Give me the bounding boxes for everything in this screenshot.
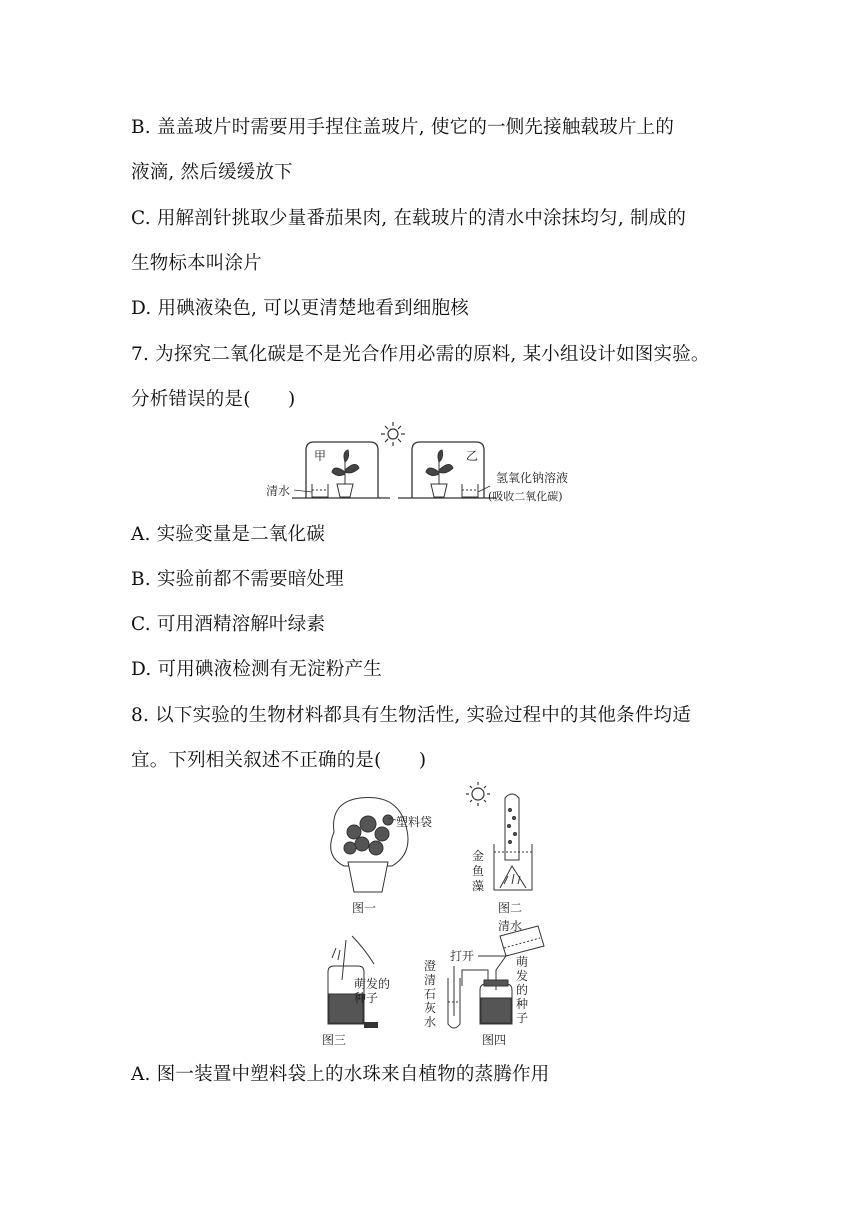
seed-bottle-funnel — [462, 956, 512, 1024]
plant-in-bag — [331, 797, 408, 892]
beaker-water — [312, 484, 328, 497]
label-open: 打开 — [450, 949, 475, 963]
q7-option-c: C. 可用酒精溶解叶绿素 — [131, 614, 326, 635]
sun-icon — [381, 422, 405, 446]
label-seeds4-1: 萌 — [516, 955, 529, 969]
beaker-naoh — [462, 484, 478, 497]
q6-option-d: D. 用碘液染色, 可以更清楚地看到细胞核 — [131, 298, 469, 319]
label-seeds3-2: 种子 — [354, 991, 379, 1005]
label-algae-2: 鱼 — [472, 864, 485, 878]
q7-option-b: B. 实验前都不需要暗处理 — [131, 569, 344, 590]
q8-experiment-figure — [312, 780, 552, 1050]
label-algae-3: 藻 — [472, 879, 485, 893]
label-limewater-4: 灰 — [424, 1001, 437, 1015]
q6-option-c-line2: 生物标本叫涂片 — [131, 253, 262, 274]
label-seeds3-1: 萌发的 — [354, 977, 391, 991]
q8-stem-line2: 宜。下列相关叙述不正确的是( ) — [131, 750, 427, 771]
plant-yi — [426, 450, 453, 497]
label-jia: 甲 — [314, 449, 327, 463]
label-seeds4-4: 种 — [516, 997, 529, 1011]
q7-option-a: A. 实验变量是二氧化碳 — [131, 524, 326, 545]
limewater-tube — [448, 966, 460, 1028]
q7-experiment-figure — [262, 420, 602, 515]
label-seeds4-5: 子 — [516, 1011, 529, 1025]
sun-icon — [466, 782, 490, 806]
q6-option-b-line2: 液滴, 然后缓缓放下 — [131, 162, 293, 183]
plant-jia — [332, 450, 359, 497]
label-limewater-3: 石 — [424, 987, 437, 1001]
q7-option-d: D. 可用碘液检测有无淀粉产生 — [131, 659, 382, 680]
q7-stem-line1: 7. 为探究二氧化碳是不是光合作用必需的原料, 某小组设计如图实验。 — [131, 344, 710, 365]
label-naoh: 氢氧化钠溶液 — [496, 471, 569, 485]
label-algae-1: 金 — [472, 849, 485, 863]
label-seeds4-3: 的 — [516, 983, 529, 997]
q7-stem-line2: 分析错误的是( ) — [131, 389, 296, 410]
label-fig2: 图二 — [498, 901, 523, 915]
label-limewater-1: 澄 — [424, 959, 437, 973]
label-naoh-note: (吸收二氧化碳) — [488, 490, 563, 503]
label-fig3: 图三 — [322, 1033, 347, 1047]
q8-stem-line1: 8. 以下实验的生物材料都具有生物活性, 实验过程中的其他条件均适 — [131, 705, 691, 726]
label-limewater-5: 水 — [424, 1015, 437, 1029]
q6-option-b-line1: B. 盖盖玻片时需要用手捏住盖玻片, 使它的一侧先接触载玻片上的 — [131, 117, 675, 138]
candle — [364, 1022, 378, 1028]
label-fig4: 图四 — [482, 1033, 507, 1047]
q6-option-c-line1: C. 用解剖针挑取少量番茄果肉, 在载玻片的清水中涂抹均匀, 制成的 — [131, 208, 687, 229]
label-water-fig4: 清水 — [498, 919, 523, 933]
q8-option-a: A. 图一装置中塑料袋上的水珠来自植物的蒸腾作用 — [131, 1064, 550, 1085]
label-yi: 乙 — [466, 449, 479, 463]
label-water: 清水 — [266, 484, 291, 498]
label-plastic-bag: 塑料袋 — [396, 815, 433, 829]
test-tube-beaker — [494, 794, 532, 890]
label-limewater-2: 清 — [424, 973, 437, 987]
label-seeds4-2: 发 — [516, 969, 529, 983]
label-fig1: 图一 — [352, 901, 377, 915]
